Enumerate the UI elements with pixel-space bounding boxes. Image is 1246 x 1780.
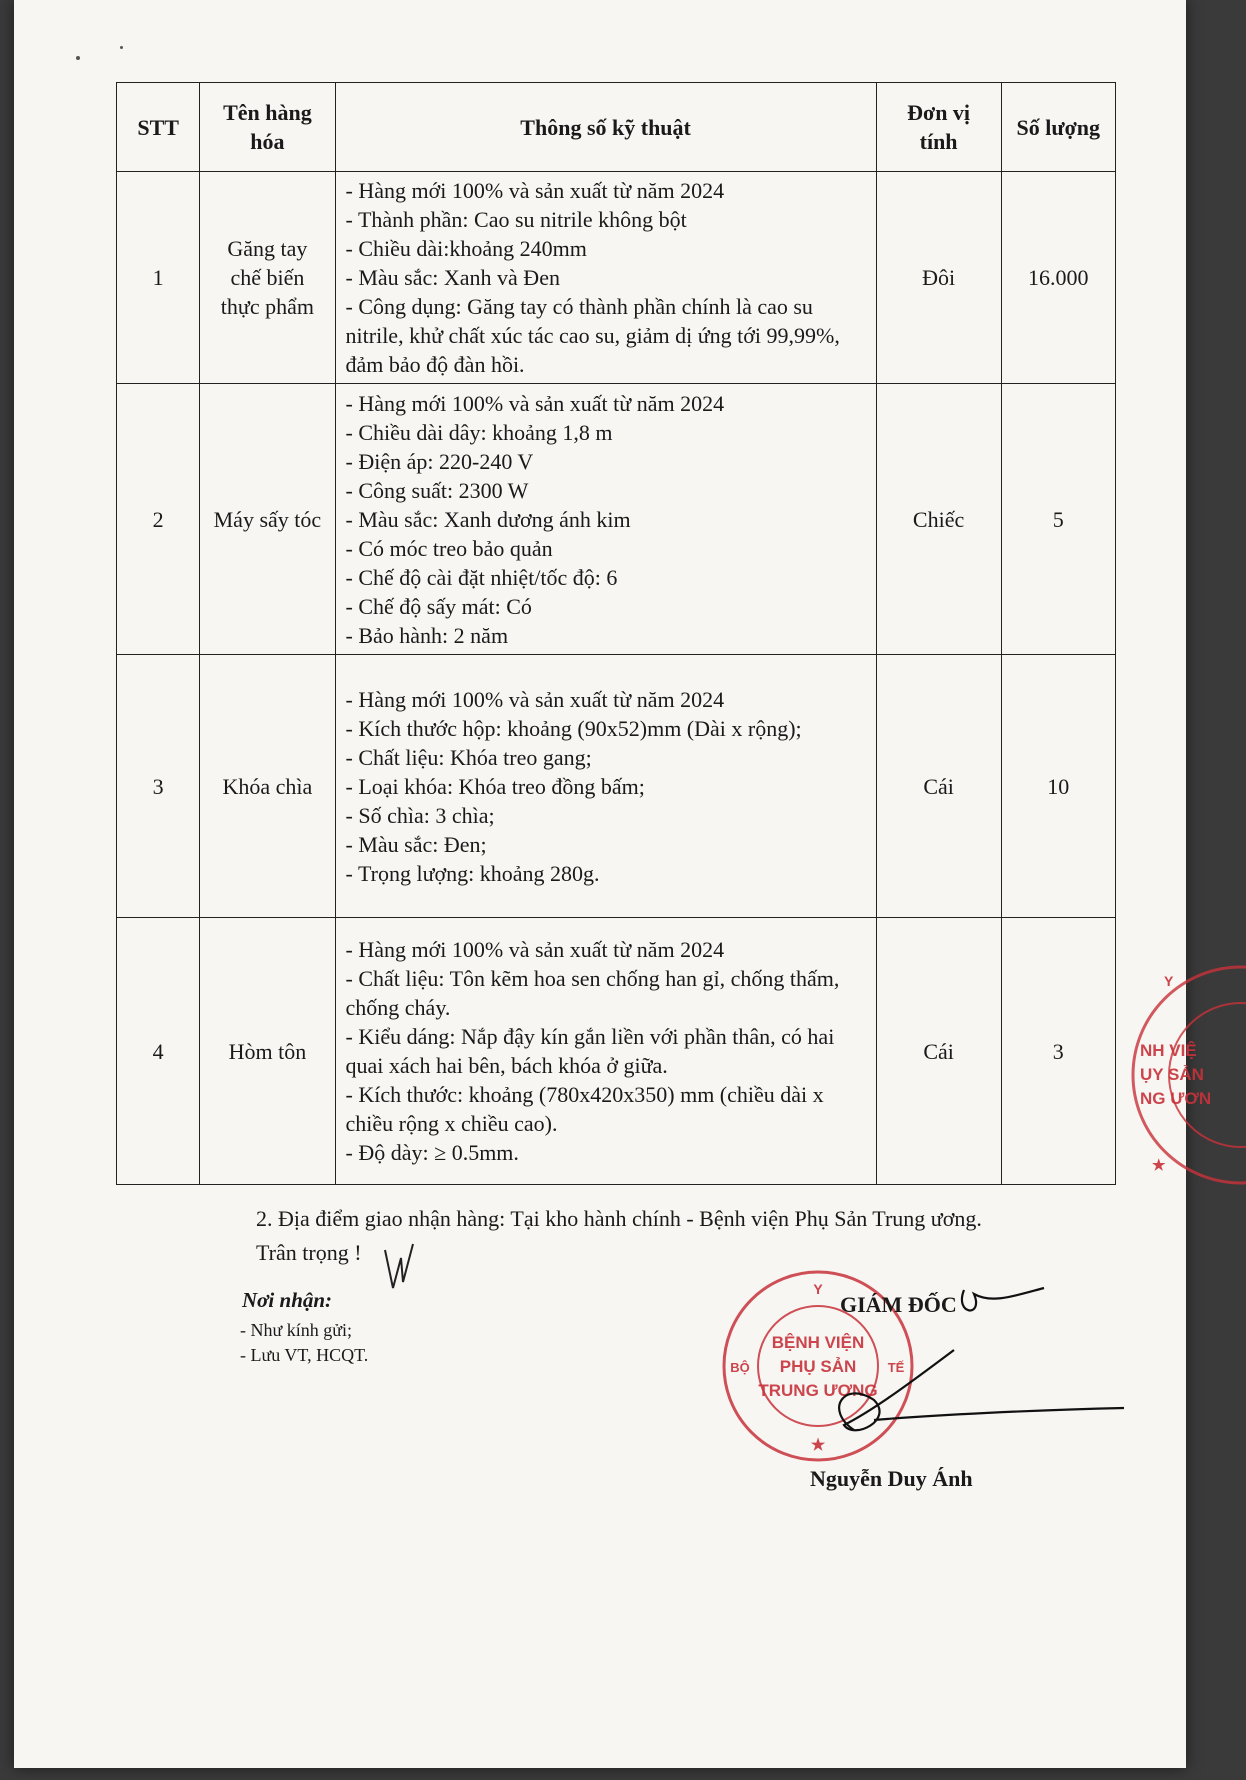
header-stt: STT xyxy=(117,83,200,172)
edge-stamp-line-3: NG ƯƠN xyxy=(1140,1089,1212,1108)
cell-name: Găng tay chế biến thực phẩm xyxy=(200,172,335,384)
cell-unit: Đôi xyxy=(876,172,1001,384)
signer-name: Nguyễn Duy Ánh xyxy=(810,1466,973,1491)
edge-stamp xyxy=(1126,960,1246,1190)
spec-line: - Hàng mới 100% và sản xuất từ năm 2024 xyxy=(345,178,725,203)
spec-line: - Công suất: 2300 W xyxy=(345,477,529,503)
stamp-star-icon: ★ xyxy=(810,1437,826,1454)
spec-line: - Loại khóa: Khóa treo đồng bấm; xyxy=(345,773,645,799)
cell-unit: Chiếc xyxy=(876,384,1001,655)
cell-stt: 4 xyxy=(117,918,200,1185)
recipient-item: - Lưu VT, HCQT. xyxy=(240,1345,369,1365)
spec-line: - Màu sắc: Xanh và Đen xyxy=(345,265,560,290)
stamp-line-3: TRUNG ƯƠNG xyxy=(758,1381,878,1400)
cell-unit: Cái xyxy=(876,655,1001,918)
spec-line: - Chất liệu: Khóa treo gang; xyxy=(345,744,592,770)
spec-line: - Kích thước: khoảng (780x420x350) mm (chiều dài x chiều rộng x chiều cao). xyxy=(345,1082,824,1136)
table-row xyxy=(117,655,1116,918)
spec-line: - Công dụng: Găng tay có thành phần chính là cao su nitrile, khử chất xúc tác cao su, giảm dị ứng tới 99,99%, đảm bảo độ đàn hồi. xyxy=(345,294,840,377)
spec-line: - Số chìa: 3 chìa; xyxy=(345,802,495,828)
table-row xyxy=(117,172,1116,384)
spec-line: - Chiều dài dây: khoảng 1,8 m xyxy=(345,419,613,445)
cell-qty: 3 xyxy=(1001,918,1115,1185)
spec-line: - Chế độ cài đặt nhiệt/tốc độ: 6 xyxy=(345,564,618,590)
spec-line: - Kích thước hộp: khoảng (90x52)mm (Dài x rộng); xyxy=(345,715,802,741)
cell-name: Hòm tôn xyxy=(200,918,335,1185)
header-unit: Đơn vị tính xyxy=(876,83,1001,172)
initial-mark xyxy=(379,1238,419,1298)
cell-spec xyxy=(335,172,876,384)
spec-line: - Màu sắc: Đen; xyxy=(345,831,487,857)
cell-spec xyxy=(335,384,876,655)
table-row xyxy=(117,384,1116,655)
spec-line: - Độ dày: ≥ 0.5mm. xyxy=(345,1140,519,1165)
cell-unit: Cái xyxy=(876,918,1001,1185)
goods-table xyxy=(116,82,1116,1185)
cell-spec xyxy=(335,655,876,918)
spec-line: - Chiều dài:khoảng 240mm xyxy=(345,236,587,261)
stamp-top: Y xyxy=(813,1281,823,1297)
edge-stamp-top: Y xyxy=(1164,973,1174,989)
table-header-row xyxy=(117,83,1116,172)
edge-stamp-line-1: NH VIỆ xyxy=(1140,1041,1197,1060)
spec-line: - Chất liệu: Tôn kẽm hoa sen chống han gỉ, chống thấm, chống cháy. xyxy=(345,966,840,1020)
speck xyxy=(76,56,80,60)
header-name: Tên hàng hóa xyxy=(200,83,335,172)
table-row xyxy=(117,918,1116,1185)
edge-stamp-line-2: ỤY SẢN xyxy=(1140,1065,1204,1084)
stamp-line-1: BỆNH VIỆN xyxy=(771,1333,865,1352)
spec-line: - Thành phần: Cao su nitrile không bột xyxy=(345,207,687,232)
stamp-right: TẾ xyxy=(887,1360,905,1375)
spec-line: - Chế độ sấy mát: Có xyxy=(345,593,532,619)
spec-line: - Hàng mới 100% và sản xuất từ năm 2024 xyxy=(345,390,725,416)
spec-line: - Hàng mới 100% và sản xuất từ năm 2024 xyxy=(345,937,725,962)
recipients-list xyxy=(240,1318,368,1368)
spec-line: - Màu sắc: Xanh dương ánh kim xyxy=(345,506,631,532)
recipient-item: - Như kính gửi; xyxy=(240,1320,353,1340)
cell-stt: 2 xyxy=(117,384,200,655)
cell-stt: 3 xyxy=(117,655,200,918)
cell-qty: 5 xyxy=(1001,384,1115,655)
signature xyxy=(814,1260,1144,1460)
cell-stt: 1 xyxy=(117,172,200,384)
stamp-left: BỘ xyxy=(730,1360,750,1375)
spec-line: - Có móc treo bảo quản xyxy=(345,535,553,561)
header-qty: Số lượng xyxy=(1001,83,1115,172)
signer-title: GIÁM ĐỐC xyxy=(840,1292,957,1317)
spec-line: - Điện áp: 220-240 V xyxy=(345,448,534,474)
edge-stamp-star-icon: ★ xyxy=(1152,1157,1166,1174)
spec-line: - Bảo hành: 2 năm xyxy=(345,622,509,648)
stamp-line-2: PHỤ SẢN xyxy=(779,1357,857,1376)
cell-spec xyxy=(335,918,876,1185)
delivery-location: 2. Địa điểm giao nhận hàng: Tại kho hành chính - Bệnh viện Phụ Sản Trung ương. xyxy=(256,1206,982,1231)
closing-regards: Trân trọng ! xyxy=(256,1240,362,1265)
cell-qty: 10 xyxy=(1001,655,1115,918)
speck xyxy=(120,46,123,49)
cell-name: Máy sấy tóc xyxy=(200,384,335,655)
spec-line: - Kiểu dáng: Nắp đậy kín gắn liền với phần thân, có hai quai xách hai bên, bách khóa ở giữa. xyxy=(345,1024,835,1078)
recipients-title: Nơi nhận: xyxy=(242,1288,333,1312)
cell-name: Khóa chìa xyxy=(200,655,335,918)
spec-line: - Trọng lượng: khoảng 280g. xyxy=(345,860,600,886)
document-page xyxy=(14,0,1212,1768)
header-spec: Thông số kỹ thuật xyxy=(335,83,876,172)
cell-qty: 16.000 xyxy=(1001,172,1115,384)
spec-line: - Hàng mới 100% và sản xuất từ năm 2024 xyxy=(345,686,725,712)
